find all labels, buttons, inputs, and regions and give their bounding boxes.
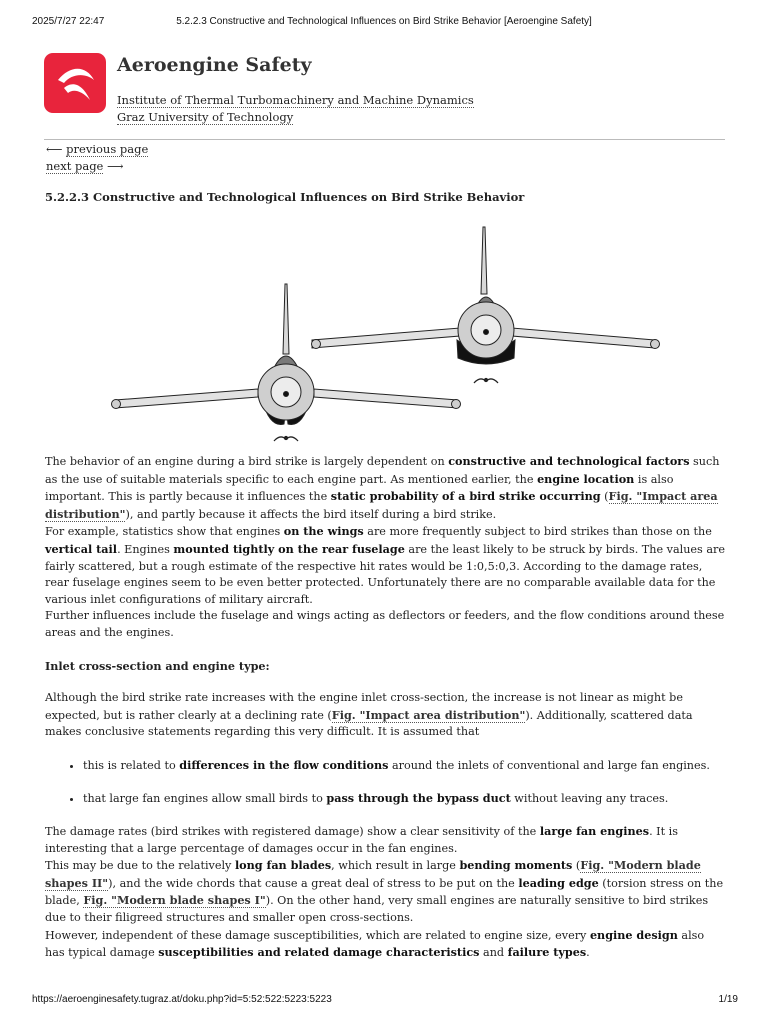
bird-icon [274, 437, 298, 442]
next-page-nav[interactable] [46, 159, 124, 173]
modern-blade-shapes-i-link[interactable]: Fig. "Modern blade shapes I" [83, 893, 266, 908]
site-title[interactable]: Aeroengine Safety [117, 54, 312, 76]
section-heading: 5.2.2.3 Constructive and Technological Influences on Bird Strike Behavior [45, 190, 525, 204]
right-arrow-icon: ⟶ [107, 159, 124, 173]
print-page-title: 5.2.2.3 Constructive and Technological Influences on Bird Strike Behavior [Aeroengine Safety] [176, 16, 592, 27]
impact-area-distribution-link-2[interactable]: Fig. "Impact area distribution" [331, 707, 526, 722]
aircraft-rear-engines [112, 284, 461, 425]
article-body [45, 453, 727, 962]
university-link[interactable]: Graz University of Technology [117, 110, 294, 124]
previous-page-link[interactable]: previous page [66, 142, 149, 156]
print-url: https://aeroenginesafety.tugraz.at/doku.php?id=5:52:522:5223:5223 [32, 994, 332, 1005]
paragraph-1: The behavior of an engine during a bird strike is largely dependent on constructive and technological factors such as the use of suitable materials specific to each engine part. As mentioned earlier, the engine location is also important. This is partly because it influences the static probability of a bird strike occurring (Fig. "Impact area distribution"), and partly because it affects the bird itself during a bird strike. [45, 454, 720, 521]
assumption-list [45, 757, 727, 807]
aircraft-wing-engines [312, 227, 660, 364]
paragraph-7: However, independent of these damage susceptibilities, which are related to engine size, every engine design also has typical damage susceptibilities and related damage characteristics and failure types. [45, 927, 705, 960]
list-item: • this is related to differences in the flow conditions around the inlets of conventional and large fan engines. [83, 757, 727, 775]
site-logo[interactable] [44, 53, 106, 113]
impact-area-distribution-link[interactable]: Fig. "Impact area distribution" [45, 489, 718, 521]
aircraft-figure [100, 222, 680, 454]
paragraph-3: Further influences include the fuselage and wings acting as deflectors or feeders, and the flow conditions around these areas and the engines. [45, 609, 725, 639]
previous-page-nav[interactable] [46, 142, 148, 156]
header-divider [44, 139, 725, 140]
bird-icon [474, 379, 498, 384]
paragraph-4: Although the bird strike rate increases with the engine inlet cross-section, the increase is not linear as might be expected, but is rather clearly at a declining rate (Fig. "Impact area distribution"). Additionally, scattered data makes conclusive statements regarding this very difficult. It is assumed that [45, 691, 693, 739]
paragraph-6: This may be due to the relatively long fan blades, which result in large bending moments (Fig. "Modern blade shapes II"), and the wide chords that cause a great deal of stress to be put on the leading edge (torsion stress on the blade, Fig. "Modern blade shapes I"). On the other hand, very small engines are naturally sensitive to bird strikes due to their filigreed structures and smaller open cross-sections. [45, 858, 724, 925]
print-page-number: 1/19 [718, 994, 738, 1005]
bird-logo-icon [44, 53, 106, 113]
modern-blade-shapes-ii-link[interactable]: Fig. "Modern blade shapes II" [45, 858, 701, 890]
aircraft-front-view-illustration [100, 222, 680, 454]
next-page-link[interactable]: next page [46, 159, 104, 173]
paragraph-2: For example, statistics show that engines on the wings are more frequently subject to bird strikes than those on the vertical tail. Engines mounted tightly on the rear fuselage are the least likely to be struck by birds. The values are fairly scattered, but a rough estimate of the respective hit rates would be 1:0,5:0,3. According to the damage rates, rear fuselage engines seem to be even better protected. Unfortunately there are no comparable available data for the various inlet configurations of military aircraft. [45, 524, 725, 606]
institute-link[interactable]: Institute of Thermal Turbomachinery and Machine Dynamics [117, 93, 474, 107]
paragraph-5: The damage rates (bird strikes with registered damage) show a clear sensitivity of the large fan engines. It is interesting that a large percentage of damages occur in the fan engines. [45, 824, 678, 855]
left-arrow-icon: ⟵ [46, 142, 63, 156]
list-item: • that large fan engines allow small birds to pass through the bypass duct without leaving any traces. [83, 790, 727, 808]
inlet-subheading: Inlet cross-section and engine type: [45, 658, 270, 673]
print-datetime: 2025/7/27 22:47 [32, 16, 105, 27]
